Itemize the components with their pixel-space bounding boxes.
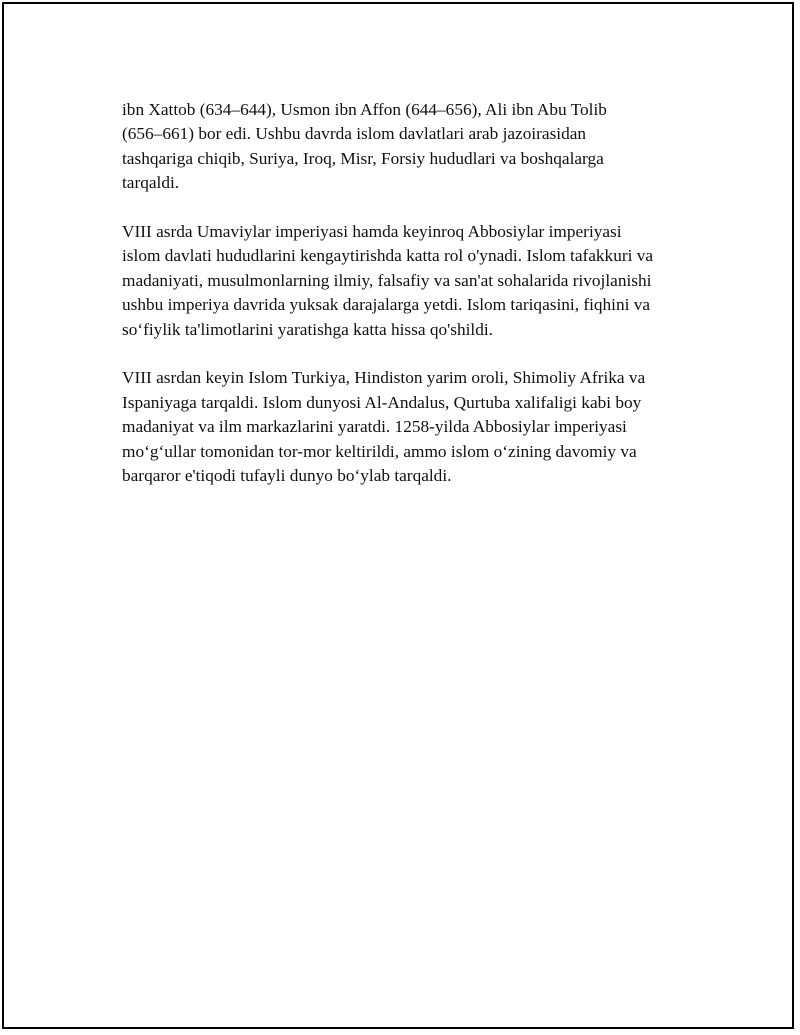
paragraph-2 (122, 220, 702, 342)
text-line: VIII asrda Umaviylar imperiyasi hamda keyinroq Abbosiylar imperiyasi (122, 222, 622, 242)
text-line: so‘fiylik ta'limotlarini yaratishga katta hissa qo'shildi. (122, 319, 493, 339)
paragraph-1 (122, 98, 702, 196)
text-line: tarqaldi. (122, 173, 180, 193)
text-line: tashqariga chiqib, Suriya, Iroq, Misr, Forsiy hududlari va boshqalarga (122, 148, 604, 168)
text-line: ibn Xattob (634–644), Usmon ibn Affon (644–656), Ali ibn Abu Tolib (122, 100, 607, 119)
paragraph-3 (122, 366, 702, 488)
text-line: VIII asrdan keyin Islom Turkiya, Hindiston yarim oroli, Shimoliy Afrika va (122, 368, 646, 388)
text-line: (656–661) bor edi. Ushbu davrda islom davlatlari arab jazoirasidan (122, 124, 587, 144)
text-line: madaniyati, musulmonlarning ilmiy, falsafiy va san'at sohalarida rivojlanishi (122, 270, 652, 290)
text-line: barqaror e'tiqodi tufayli dunyo bo‘ylab tarqaldi. (122, 466, 452, 486)
text-line: ushbu imperiya davrida yuksak darajalarga yetdi. Islom tariqasini, fiqhini va (122, 295, 651, 315)
text-line: Ispaniyaga tarqaldi. Islom dunyosi Al-Andalus, Qurtuba xalifaligi kabi boy (122, 392, 642, 412)
text-line: madaniyat va ilm markazlarini yaratdi. 1258-yilda Abbosiylar imperiyasi (122, 417, 627, 437)
document-body (122, 98, 702, 513)
document-page (2, 2, 794, 1029)
text-line: mo‘g‘ullar tomonidan tor-mor keltirildi, ammo islom o‘zining davomiy va (122, 441, 637, 461)
text-line: islom davlati hududlarini kengaytirishda katta rol o'ynadi. Islom tafakkuri va (122, 246, 654, 266)
